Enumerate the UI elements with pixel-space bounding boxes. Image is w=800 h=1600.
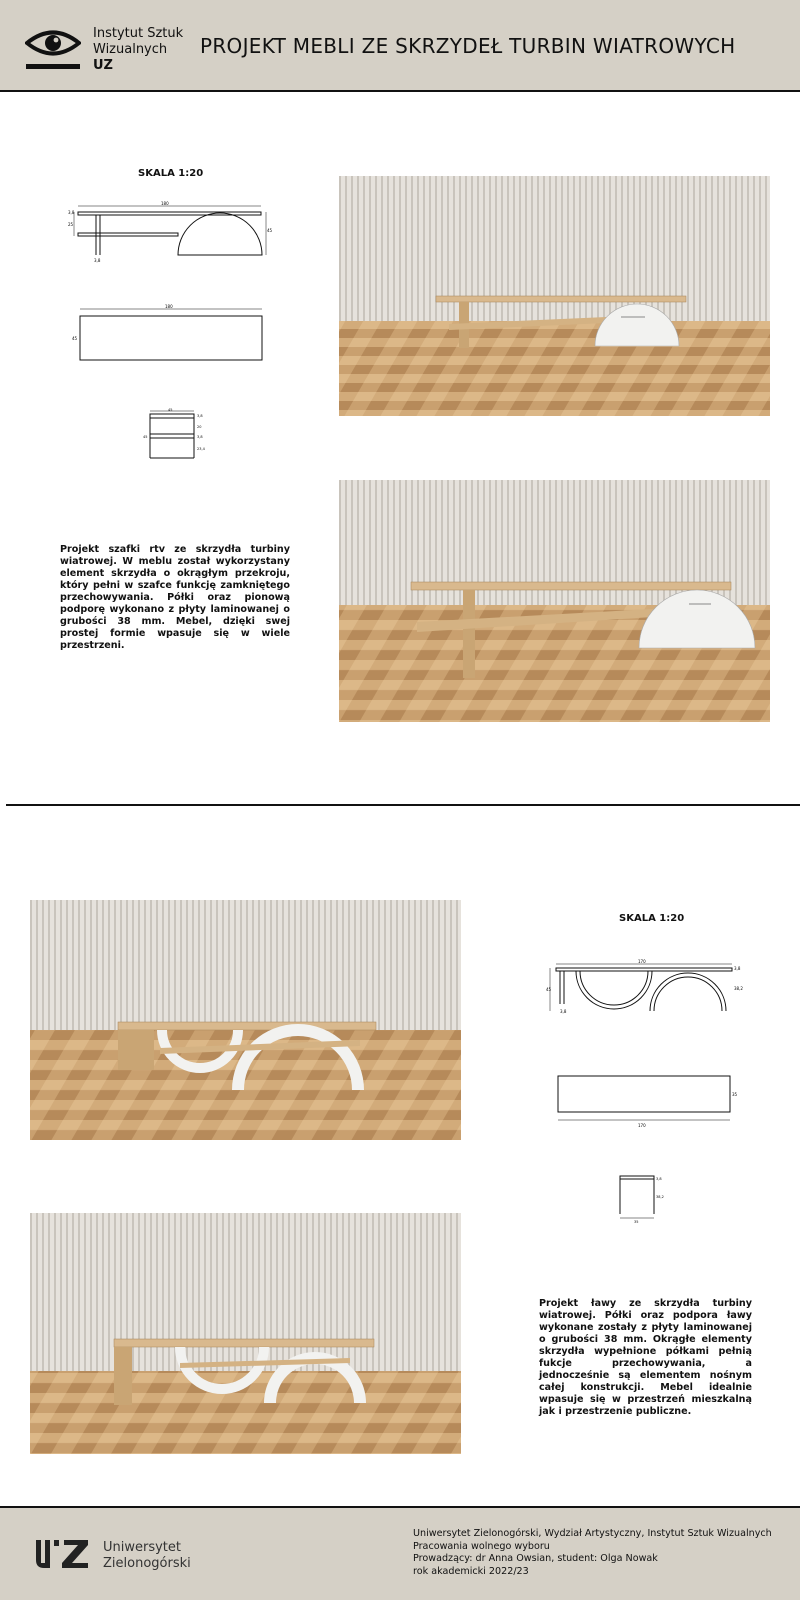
svg-text:3,8: 3,8	[68, 210, 75, 215]
svg-text:25: 25	[68, 222, 74, 227]
svg-text:20: 20	[197, 425, 202, 429]
tv-cabinet-render-2	[339, 480, 770, 722]
svg-text:180: 180	[161, 201, 169, 206]
svg-text:35: 35	[732, 1092, 738, 1097]
svg-text:23,4: 23,4	[197, 447, 205, 451]
institute-abbr: UZ	[93, 58, 113, 73]
svg-text:3,8: 3,8	[656, 1177, 662, 1181]
university-name	[103, 1540, 191, 1572]
svg-text:180: 180	[165, 304, 173, 309]
footer-info-line-3: Prowadzący: dr Anna Owsian, student: Olga Nowak	[413, 1553, 658, 1564]
bench-render-2	[30, 1213, 461, 1454]
svg-text:3,8: 3,8	[734, 966, 741, 971]
project2-front-view-drawing	[546, 956, 746, 1018]
footer-band	[0, 1506, 800, 1600]
footer-info-line-1: Uniwersytet Zielonogórski, Wydział Artystyczny, Instytut Sztuk Wizualnych	[413, 1528, 772, 1539]
project1-top-view-drawing	[70, 304, 270, 364]
university-line-1: Uniwersytet	[103, 1540, 181, 1555]
eye-logo-icon	[25, 26, 81, 72]
svg-text:3,8: 3,8	[197, 414, 203, 418]
svg-text:3,8: 3,8	[197, 435, 203, 439]
project1-front-view-drawing	[66, 200, 276, 270]
svg-text:170: 170	[638, 959, 646, 964]
institute-name	[93, 26, 183, 74]
institute-line-2: Wizualnych	[93, 42, 168, 57]
svg-text:38,2: 38,2	[656, 1195, 664, 1199]
svg-text:38,2: 38,2	[734, 986, 743, 991]
project1-side-view-drawing	[142, 408, 212, 464]
uz-logo-icon	[34, 1538, 90, 1570]
svg-text:3,8: 3,8	[560, 1009, 567, 1014]
project2-scale-label: SKALA 1:20	[619, 913, 685, 924]
svg-text:45: 45	[168, 408, 173, 412]
project2-description: Projekt ławy ze skrzydła turbiny wiatrowej. Półki oraz podpora ławy wykonane zostały z płyty laminowanej o grubości 38 mm. Okrągłe elementy skrzydła wypełnione półkami pełnią fukcje przechowywania, a jednocześnie są elementem nośnym całej konstrukcji. Mebel idealnie wpasuje się w przestrzeń mieszkalną jak i przestrzenie publiczne.	[539, 1298, 752, 1417]
section-divider	[6, 804, 800, 806]
tv-cabinet-render-1	[339, 176, 770, 416]
page-title: PROJEKT MEBLI ZE SKRZYDEŁ TURBIN WIATROWYCH	[200, 34, 736, 58]
bench-render-1	[30, 900, 461, 1140]
footer-info-line-2: Pracowania wolnego wyboru	[413, 1540, 550, 1552]
header-band	[0, 0, 800, 92]
footer-info-line-4: rok akademicki 2022/23	[413, 1565, 529, 1577]
project2-side-view-drawing	[614, 1172, 668, 1224]
footer-info	[413, 1528, 772, 1578]
svg-text:45: 45	[143, 435, 148, 439]
svg-text:170: 170	[638, 1123, 646, 1128]
project2-top-view-drawing	[550, 1070, 740, 1128]
svg-text:3,8: 3,8	[94, 258, 101, 263]
svg-text:45: 45	[546, 987, 552, 992]
institute-line-1: Instytut Sztuk	[93, 26, 184, 41]
svg-text:35: 35	[634, 1220, 639, 1224]
university-line-2: Zielonogórski	[103, 1556, 191, 1571]
svg-text:45: 45	[72, 336, 78, 341]
svg-text:45: 45	[267, 228, 273, 233]
project1-description: Projekt szafki rtv ze skrzydła turbiny wiatrowej. W meblu został wykorzystany element skrzydła o okrągłym przekroju, który pełni w szafce funkcję zamkniętego przechowywania. Półki oraz pionową podporę wykonano z płyty laminowanej o grubości 38 mm. Mebel, dzięki swej prostej formie wpasuje się w wiele przestrzeni.	[60, 544, 290, 651]
project1-scale-label: SKALA 1:20	[138, 168, 204, 179]
